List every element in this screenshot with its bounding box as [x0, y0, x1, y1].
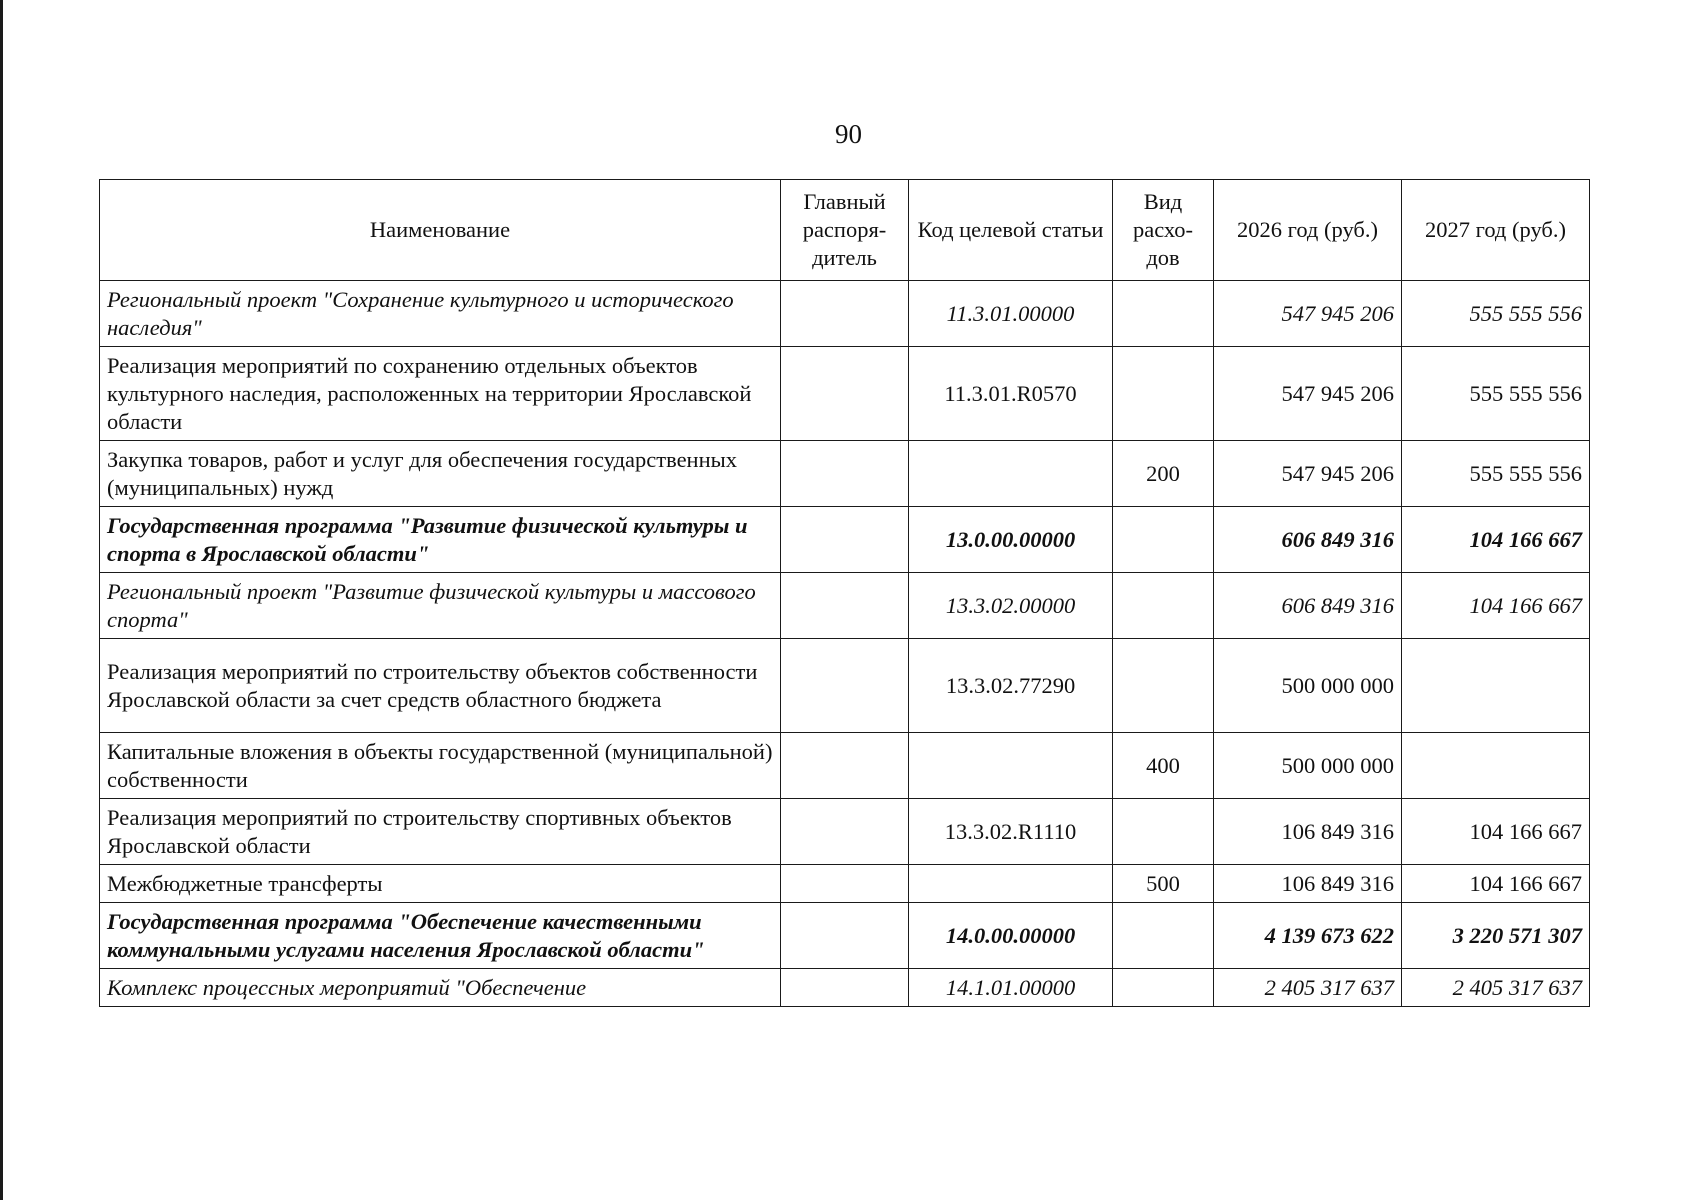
cell-type [1113, 799, 1214, 865]
table-row [100, 639, 1590, 733]
header-type: Вид расхо- дов [1113, 180, 1214, 281]
cell-2026: 106 849 316 [1214, 865, 1402, 903]
cell-type: 500 [1113, 865, 1214, 903]
cell-type [1113, 281, 1214, 347]
cell-code: 13.3.02.00000 [909, 573, 1113, 639]
cell-name: Региональный проект "Сохранение культурного и исторического наследия" [100, 281, 781, 347]
cell-type [1113, 347, 1214, 441]
cell-code: 13.0.00.00000 [909, 507, 1113, 573]
table-row [100, 903, 1590, 969]
cell-2026: 4 139 673 622 [1214, 903, 1402, 969]
cell-manager [781, 639, 909, 733]
table-row [100, 733, 1590, 799]
cell-2026: 500 000 000 [1214, 733, 1402, 799]
table-row [100, 865, 1590, 903]
cell-name: Государственная программа "Развитие физической культуры и спорта в Ярославской области" [100, 507, 781, 573]
table-row [100, 281, 1590, 347]
cell-2027 [1402, 639, 1590, 733]
cell-manager [781, 441, 909, 507]
cell-code: 11.3.01.00000 [909, 281, 1113, 347]
table-row [100, 799, 1590, 865]
cell-2027: 104 166 667 [1402, 573, 1590, 639]
cell-2027: 555 555 556 [1402, 441, 1590, 507]
cell-type [1113, 639, 1214, 733]
cell-name: Региональный проект "Развитие физической культуры и массового спорта" [100, 573, 781, 639]
table-row [100, 441, 1590, 507]
cell-2026: 106 849 316 [1214, 799, 1402, 865]
cell-code: 13.3.02.R1110 [909, 799, 1113, 865]
table-row [100, 969, 1590, 1007]
cell-code: 11.3.01.R0570 [909, 347, 1113, 441]
cell-manager [781, 507, 909, 573]
cell-manager [781, 969, 909, 1007]
cell-2027 [1402, 733, 1590, 799]
budget-table [99, 179, 1590, 1007]
table-row [100, 347, 1590, 441]
cell-2026: 606 849 316 [1214, 507, 1402, 573]
cell-manager [781, 865, 909, 903]
cell-2027: 555 555 556 [1402, 281, 1590, 347]
cell-name: Реализация мероприятий по сохранению отдельных объектов культурного наследия, расположенных на территории Ярославской области [100, 347, 781, 441]
cell-type [1113, 969, 1214, 1007]
header-manager: Главный распоря- дитель [781, 180, 909, 281]
scan-edge [0, 0, 3, 1200]
cell-manager [781, 799, 909, 865]
header-code: Код целевой статьи [909, 180, 1113, 281]
cell-manager [781, 733, 909, 799]
cell-2026: 547 945 206 [1214, 281, 1402, 347]
cell-name: Комплекс процессных мероприятий "Обеспечение [100, 969, 781, 1007]
cell-name: Реализация мероприятий по строительству спортивных объектов Ярославской области [100, 799, 781, 865]
cell-code [909, 733, 1113, 799]
cell-2027: 104 166 667 [1402, 865, 1590, 903]
cell-2027: 3 220 571 307 [1402, 903, 1590, 969]
cell-name: Реализация мероприятий по строительству объектов собственности Ярославской области за счет средств областного бюджета [100, 639, 781, 733]
cell-code: 14.0.00.00000 [909, 903, 1113, 969]
cell-name: Закупка товаров, работ и услуг для обеспечения государственных (муниципальных) нужд [100, 441, 781, 507]
cell-2027: 104 166 667 [1402, 799, 1590, 865]
cell-2026: 606 849 316 [1214, 573, 1402, 639]
table-header-row [100, 180, 1590, 281]
cell-2026: 547 945 206 [1214, 441, 1402, 507]
cell-manager [781, 281, 909, 347]
table-row [100, 573, 1590, 639]
page-number: 90 [835, 119, 862, 149]
cell-2026: 500 000 000 [1214, 639, 1402, 733]
cell-2026: 2 405 317 637 [1214, 969, 1402, 1007]
cell-type [1113, 573, 1214, 639]
cell-code [909, 865, 1113, 903]
cell-manager [781, 573, 909, 639]
cell-type [1113, 507, 1214, 573]
cell-code [909, 441, 1113, 507]
cell-manager [781, 347, 909, 441]
cell-2027: 2 405 317 637 [1402, 969, 1590, 1007]
cell-type: 200 [1113, 441, 1214, 507]
table-row [100, 507, 1590, 573]
cell-code: 13.3.02.77290 [909, 639, 1113, 733]
cell-type [1113, 903, 1214, 969]
cell-name: Государственная программа "Обеспечение качественными коммунальными услугами населения Ярославской области" [100, 903, 781, 969]
cell-2026: 547 945 206 [1214, 347, 1402, 441]
cell-name: Межбюджетные трансферты [100, 865, 781, 903]
header-name: Наименование [100, 180, 781, 281]
cell-2027: 555 555 556 [1402, 347, 1590, 441]
cell-manager [781, 903, 909, 969]
cell-2027: 104 166 667 [1402, 507, 1590, 573]
header-2027: 2027 год (руб.) [1402, 180, 1590, 281]
cell-code: 14.1.01.00000 [909, 969, 1113, 1007]
cell-name: Капитальные вложения в объекты государственной (муниципальной) собственности [100, 733, 781, 799]
cell-type: 400 [1113, 733, 1214, 799]
header-2026: 2026 год (руб.) [1214, 180, 1402, 281]
